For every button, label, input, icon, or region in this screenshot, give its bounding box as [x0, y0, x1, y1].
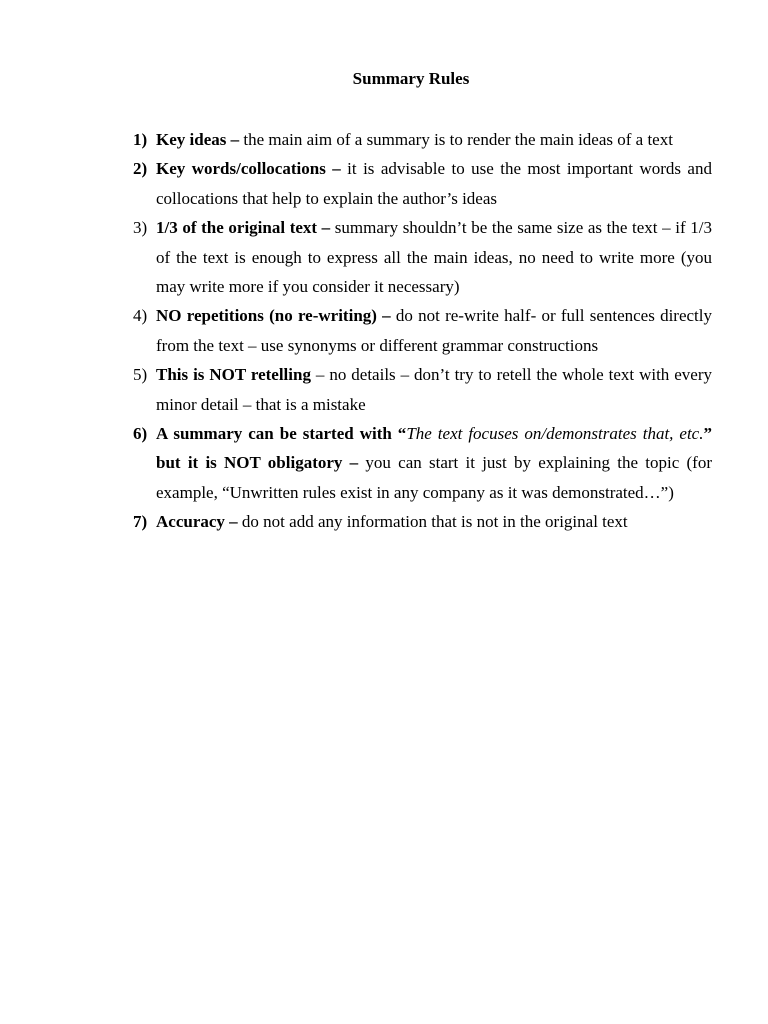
rule-example-phrase: The text focuses on/demonstrates that, etc. — [406, 424, 704, 444]
rule-body: – no details – don’t try to retell the whole text with every minor detail – that is a mistake — [156, 365, 712, 414]
rule-heading: A summary can be started with “ — [156, 424, 407, 444]
rule-body: you can start it just by explaining the topic (for example, “Unwritten rules exist in any company as it was demonstrated…”) — [156, 453, 713, 502]
rule-heading: NO repetitions (no re-writing) – — [156, 306, 391, 326]
rule-body: do not add any information that is not in the original text — [237, 512, 628, 532]
rule-heading: Key words/collocations – — [156, 159, 341, 179]
rule-body: the main aim of a summary is to render the main ideas of a text — [239, 130, 673, 149]
rule-item-2 — [133, 154, 712, 213]
rule-item-6 — [133, 419, 712, 507]
rule-item-3 — [133, 213, 712, 301]
rule-body: do not re-write half- or full sentences directly from the text – use synonyms or different grammar constructions — [156, 306, 712, 355]
rule-heading: Key ideas – — [156, 130, 240, 149]
rules-list — [133, 125, 712, 537]
page-title: Summary Rules — [352, 69, 470, 88]
rule-number: 2) — [133, 159, 148, 179]
rule-heading-continued: ” but it is NOT obligatory – — [156, 424, 712, 473]
rule-item-5 — [133, 360, 712, 419]
rule-body: it is advisable to use the most important words and collocations that help to explain the author’s ideas — [156, 159, 712, 208]
rule-heading: Accuracy – — [156, 512, 238, 532]
rule-number: 6) — [133, 424, 148, 444]
rule-number: 4) — [133, 306, 148, 326]
rule-heading: 1/3 of the original text – — [156, 218, 331, 238]
rule-item-1 — [133, 125, 712, 154]
rule-item-7 — [133, 507, 712, 536]
rule-number: 5) — [133, 365, 148, 385]
rule-heading: This is NOT retelling — [156, 365, 311, 385]
rule-number: 1) — [133, 130, 148, 149]
rule-item-4 — [133, 301, 712, 360]
rule-number: 3) — [133, 218, 148, 238]
rule-body: summary shouldn’t be the same size as the text – if 1/3 of the text is enough to express all the main ideas, no need to write more (you may write more if you consider it necessary) — [156, 218, 712, 297]
rule-number: 7) — [133, 512, 148, 532]
